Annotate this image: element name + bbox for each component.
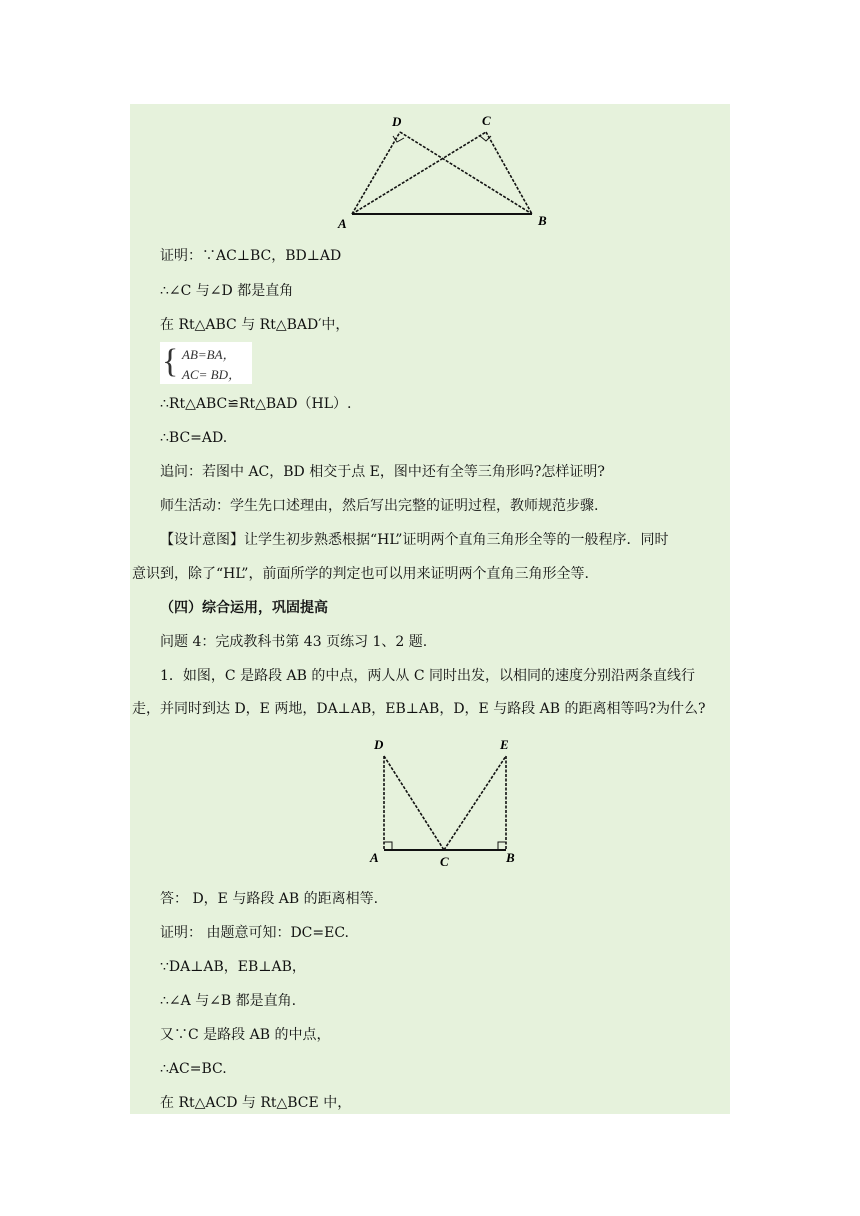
answer-line: 答： D，E 与路段 AB 的距离相等. bbox=[160, 891, 379, 907]
figure-triangles-abcd bbox=[330, 108, 560, 232]
label-b: B bbox=[506, 850, 515, 865]
answer-proof-start: 证明： 由题意可知：DC=EC. bbox=[160, 925, 349, 941]
question-4: 问题 4：完成教科书第 43 页练习 1、2 题. bbox=[160, 634, 428, 650]
label-a: A bbox=[370, 850, 379, 865]
proof-line-conclusion: ∴BC=AD. bbox=[160, 430, 228, 446]
label-d: D bbox=[374, 737, 384, 752]
brace-row-2: AC= BD， bbox=[182, 367, 241, 382]
answer-in-triangles: 在 Rt△ACD 与 Rt△BCE 中， bbox=[160, 1095, 352, 1111]
answer-right-angles: ∴∠A 与∠B 都是直角. bbox=[160, 993, 297, 1009]
exercise-1-line1: 1．如图，C 是路段 AB 的中点，两人从 C 同时出发，以相同的速度分别沿两条直线行 bbox=[160, 668, 695, 684]
follow-up-question: 追问：若图中 AC，BD 相交于点 E，图中还有全等三角形吗?怎样证明? bbox=[160, 464, 605, 480]
design-intent-line2: 意识到，除了“HL”，前面所学的判定也可以用来证明两个直角三角形全等. bbox=[132, 566, 589, 582]
figure-path-dcea bbox=[368, 732, 524, 872]
brace-icon: { bbox=[162, 343, 179, 380]
brace-row-1: AB=BA， bbox=[182, 347, 236, 362]
label-c: C bbox=[482, 113, 491, 128]
exercise-1-line2: 走，并同时到达 D，E 两地，DA⊥AB，EB⊥AB，D，E 与路段 AB 的距离相等吗?为什么? bbox=[132, 701, 706, 717]
design-intent-line1: 【设计意图】让学生初步熟悉根据“HL”证明两个直角三角形全等的一般程序．同时 bbox=[160, 532, 669, 548]
answer-equal-segments: ∴AC=BC. bbox=[160, 1061, 227, 1077]
brace-conditions bbox=[160, 342, 252, 384]
answer-perpendicular: ∵DA⊥AB，EB⊥AB， bbox=[160, 959, 306, 975]
proof-line-right-angles: ∴∠C 与∠D 都是直角 bbox=[160, 283, 294, 299]
label-a: A bbox=[338, 216, 347, 231]
label-d: D bbox=[392, 114, 402, 129]
section-heading: （四）综合运用，巩固提高 bbox=[160, 600, 328, 616]
proof-line-congruent: ∴Rt△ABC≌Rt△BAD（HL）. bbox=[160, 396, 352, 412]
label-e: E bbox=[500, 737, 509, 752]
label-c: C bbox=[440, 854, 449, 869]
answer-midpoint: 又∵C 是路段 AB 的中点， bbox=[160, 1027, 331, 1043]
proof-line-in-triangles: 在 Rt△ABC 与 Rt△BAD′中， bbox=[160, 317, 350, 333]
teacher-activity: 师生活动：学生先口述理由，然后写出完整的证明过程，教师规范步骤. bbox=[160, 498, 599, 514]
label-b: B bbox=[538, 213, 547, 228]
proof-line-given: 证明：∵AC⊥BC，BD⊥AD bbox=[160, 248, 342, 264]
